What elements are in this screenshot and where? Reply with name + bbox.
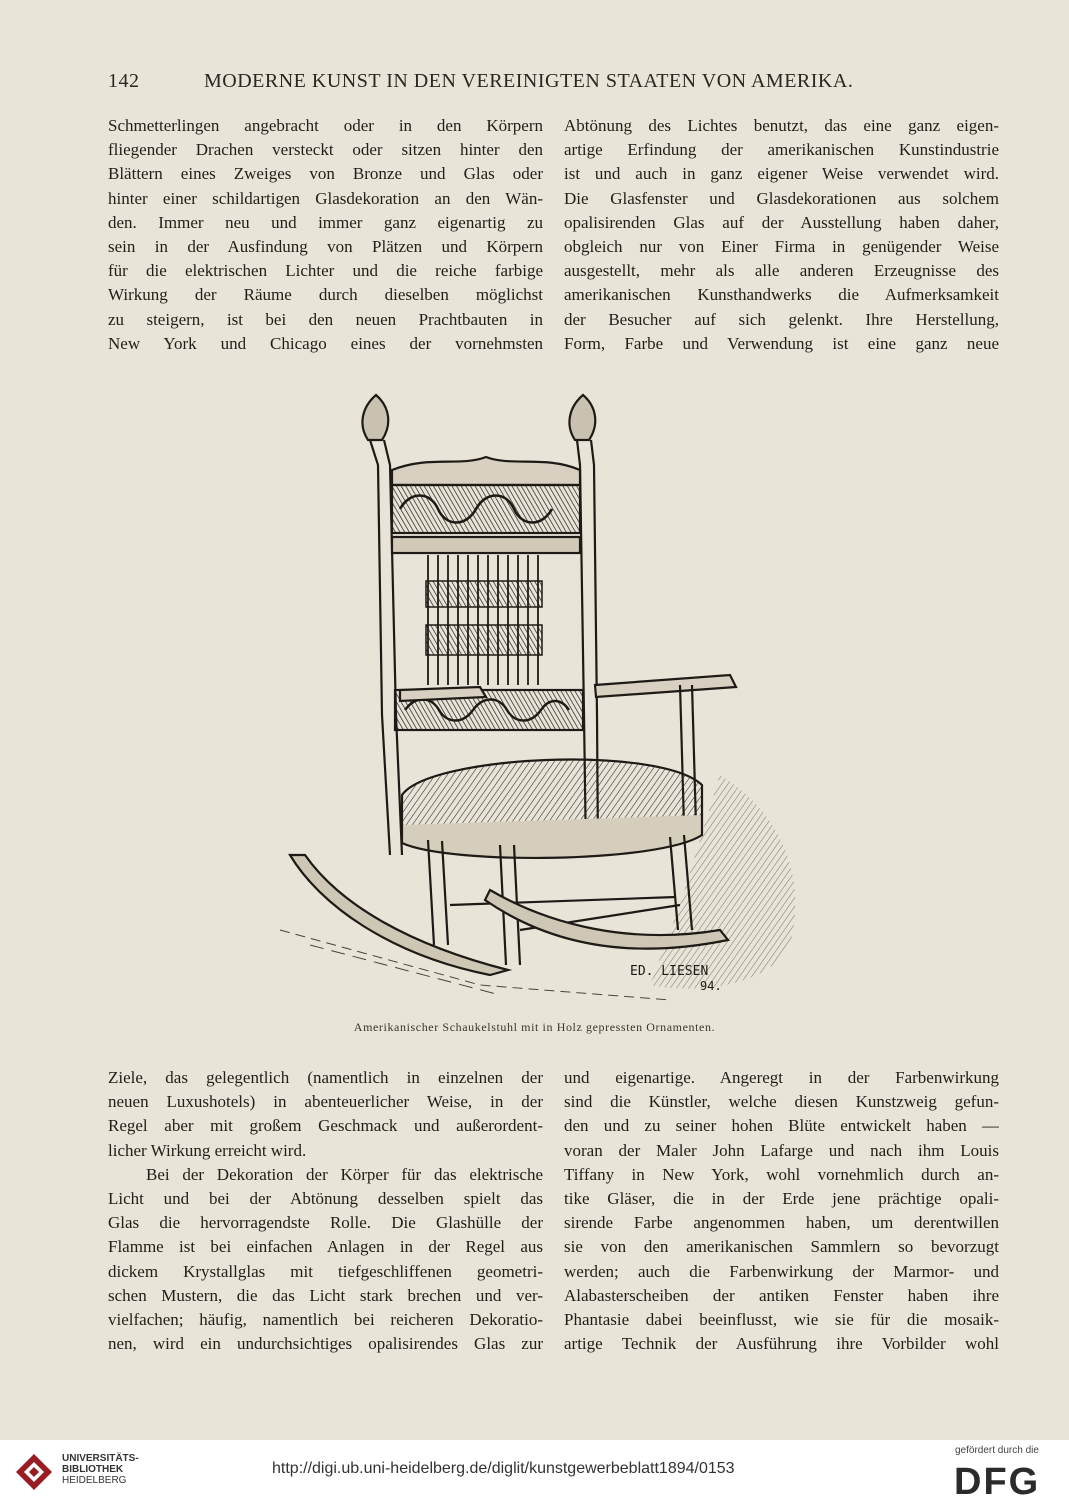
text-line: den. Immer neu und immer ganz eigenartig zu: [108, 212, 543, 232]
text-line: Form, Farbe und Verwendung ist eine ganz neue: [564, 333, 999, 353]
rocking-chair-illustration: [250, 385, 820, 1010]
text-line: für die elektrischen Lichter und die reiche farbige: [108, 261, 543, 281]
text-line: Glas die hervorragendste Rolle. Die Glashülle der: [108, 1213, 543, 1233]
text-line: werden; auch die Farbenwirkung der Marmor- und: [564, 1261, 999, 1281]
text-line: artige Erfindung der amerikanischen Kunstindustrie: [564, 140, 999, 160]
text-line: fliegender Drachen versteckt oder sitzen hinter den: [108, 140, 543, 160]
left-finial: [362, 395, 388, 440]
text-line: Schmetterlingen angebracht oder in den Körpern: [108, 116, 543, 135]
text-line: zu steigern, ist bei den neuen Prachtbauten in: [108, 309, 543, 329]
text-line: sie von den amerikanischen Sammlern so bevorzugt: [564, 1237, 999, 1257]
text-line: Tiffany in New York, wohl vornehmlich durch an-: [564, 1164, 999, 1184]
text-line: opalisirenden Glas auf der Ausstellung haben daher,: [564, 212, 999, 232]
text-line: Bei der Dekoration der Körper für das elektrische: [146, 1164, 543, 1184]
text-line: nen, wird ein undurchsichtiges opalisirendes Glas zur: [108, 1334, 543, 1354]
text-line: amerikanischen Kunsthandwerks die Aufmerksamkeit: [564, 285, 999, 305]
text-line: sind die Künstler, welche diesen Kunstzweig gefun-: [564, 1092, 999, 1112]
text-line: obgleich nur von Einer Firma in genügender Weise: [564, 236, 999, 256]
text-line: Regel aber mit großem Geschmack und außerordent-: [108, 1116, 543, 1136]
text-line: der Besucher auf sich gelenkt. Ihre Herstellung,: [564, 309, 999, 329]
text-line: ausgestellt, mehr als alle anderen Erzeugnisse des: [564, 261, 999, 281]
viewer-footer: [0, 1440, 1069, 1508]
dfg-logo: [952, 1460, 1056, 1498]
text-line: Licht und bei der Abtönung desselben spielt das: [108, 1188, 543, 1208]
text-line: hinter einer schildartigen Glasdekoration an den Wän-: [108, 188, 543, 208]
text-line: voran der Maler John Lafarge und nach ihm Louis: [564, 1140, 999, 1160]
top-left-column: [108, 114, 543, 356]
library-logo-icon: [14, 1452, 54, 1496]
text-line: sirende Farbe angenommen haben, um derentwillen: [564, 1213, 999, 1233]
running-title: MODERNE KUNST IN DEN VEREINIGTEN STAATEN VON AMERIKA.: [204, 70, 854, 92]
page-number: 142: [108, 70, 140, 92]
text-line: neuen Luxushotels) in abenteuerlicher Weise, in der: [108, 1092, 543, 1112]
permalink-url[interactable]: http://digi.ub.uni-heidelberg.de/diglit/kunstgewerbeblatt1894/0153: [272, 1460, 735, 1477]
text-line: den und zu seiner hohen Blüte entwickelt haben —: [564, 1116, 999, 1136]
text-line: und eigenartige. Angeregt in der Farbenwirkung: [564, 1068, 999, 1087]
text-line: dickem Krystallglas mit tiefgeschliffenen geometri-: [108, 1261, 543, 1281]
text-line: Flamme ist bei einfachen Anlagen in der Regel aus: [108, 1237, 543, 1257]
text-line: schen Mustern, die das Licht stark brechen und ver-: [108, 1285, 543, 1305]
bottom-right-column: [564, 1066, 999, 1356]
text-line: New York und Chicago eines der vornehmsten: [108, 333, 543, 353]
right-finial: [569, 395, 595, 440]
funded-by-label: gefördert durch die: [955, 1445, 1039, 1456]
artist-signature: [630, 964, 722, 993]
text-line: Ziele, das gelegentlich (namentlich in einzelnen der: [108, 1068, 543, 1087]
text-line: tike Gläser, die in der Erde jene prächtige opali-: [564, 1188, 999, 1208]
text-line: Alabasterscheiben der antiken Fenster haben ihre: [564, 1285, 999, 1305]
bottom-left-column: [108, 1066, 543, 1356]
library-name: UNIVERSITÄTS- BIBLIOTHEK HEIDELBERG: [62, 1453, 139, 1486]
running-head: [108, 70, 1008, 94]
text-line: Phantasie dabei beeinflusst, wie sie für die mosaik-: [564, 1309, 999, 1329]
svg-text:ED. LIESEN: ED. LIESEN: [630, 964, 709, 979]
text-line: sein in der Ausfindung von Plätzen und Körpern: [108, 236, 543, 256]
text-line: vielfachen; häufig, namentlich bei reicheren Dekoratio-: [108, 1309, 543, 1329]
text-line: Die Glasfenster und Glasdekorationen aus solchem: [564, 188, 999, 208]
text-line: licher Wirkung erreicht wird.: [108, 1140, 307, 1160]
left-rocker: [290, 855, 508, 975]
text-line: ist und auch in ganz eigener Weise verwendet wird.: [564, 164, 999, 184]
text-line: Blättern eines Zweiges von Bronze und Glas oder: [108, 164, 543, 184]
text-line: artige Technik der Ausführung ihre Vorbilder wohl: [564, 1334, 999, 1354]
text-line: Wirkung der Räume durch dieselben möglichst: [108, 285, 543, 305]
figure-caption: Amerikanischer Schaukelstuhl mit in Holz gepressten Ornamenten.: [353, 1020, 716, 1034]
text-line: Abtönung des Lichtes benutzt, das eine ganz eigen-: [564, 116, 999, 135]
top-right-column: [564, 114, 999, 356]
svg-text:94.: 94.: [700, 979, 722, 993]
svg-text:DFG: DFG: [954, 1461, 1041, 1498]
